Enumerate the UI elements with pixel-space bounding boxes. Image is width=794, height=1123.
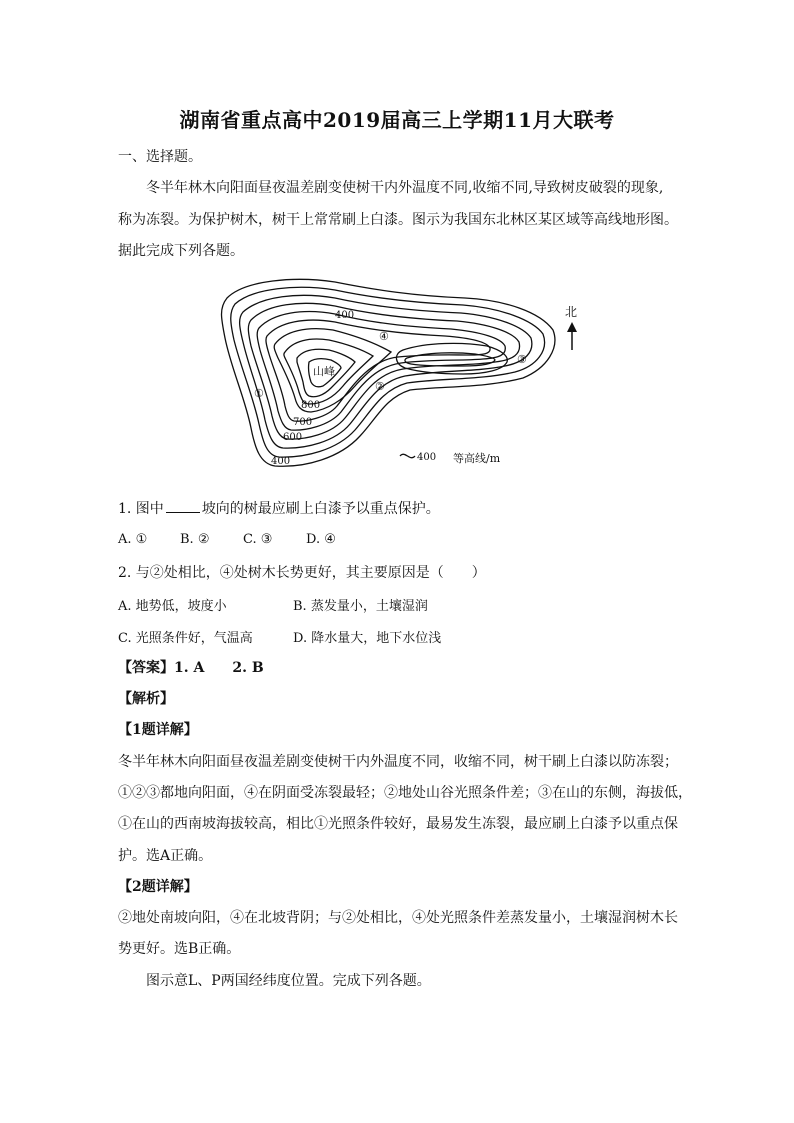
detail-1-line-3: ①在山的西南坡海拔较高，相比①光照条件较好，最易发生冻裂，最应刷上白漆予以重点保: [118, 816, 678, 832]
q1-option-a: A. ①: [118, 532, 148, 547]
detail-2-line-2: 势更好。选B正确。: [118, 941, 241, 957]
detail-1-line-2: ①②③都地向阳面，④在阴面受冻裂最轻；②地处山谷光照条件差；③在山的东侧，海拔低，: [118, 785, 692, 801]
contour-label-400-bottom: 400: [271, 456, 291, 467]
answer-blank: [166, 500, 200, 513]
detail-1-line-1: 冬半年林木向阳面昼夜温差剧变使树干内外温度不同，收缩不同，树干刷上白漆以防冻裂；: [118, 754, 678, 770]
north-label: 北: [565, 305, 578, 319]
legend-label: 等高线/m: [453, 452, 501, 465]
contour-label-400-top: 400: [335, 310, 355, 321]
contour-map-figure: [205, 268, 585, 478]
point-label-4: ④: [379, 330, 389, 343]
question-1-suffix: 坡向的树最应刷上白漆予以重点保护。: [201, 501, 440, 517]
legend-value: 400: [417, 452, 437, 463]
detail-2-line-1: ②地处南坡向阳，④在北坡背阴；与②处相比，④处光照条件差蒸发量小，土壤湿润树木长: [118, 910, 678, 926]
analysis-heading: 【解析】: [118, 691, 174, 707]
q1-option-b: B. ②: [180, 532, 210, 547]
contour-label-600: 600: [283, 432, 303, 443]
q2-option-b: B. 蒸发量小，土壤湿润: [293, 599, 428, 614]
next-question-intro: 图示意L、P两国经纬度位置。完成下列各题。: [146, 973, 431, 989]
question-2: 2. 与②处相比，④处树木长势更好，其主要原因是（ ）: [118, 565, 486, 581]
intro-line-2: 称为冻裂。为保护树木，树干上常常刷上白漆。图示为我国东北林区某区域等高线地形图。: [118, 212, 678, 228]
detail-2-heading: 【2题详解】: [118, 879, 198, 895]
q2-option-c: C. 光照条件好，气温高: [118, 631, 253, 646]
q2-option-a: A. 地势低，坡度小: [118, 599, 227, 614]
intro-line-1: 冬半年林木向阳面昼夜温差剧变使树干内外温度不同,收缩不同,导致树皮破裂的现象,: [146, 180, 664, 196]
north-arrow-head: [567, 322, 577, 332]
q2-option-d: D. 降水量大，地下水位浅: [293, 631, 442, 646]
question-1-prefix: 1. 图中: [118, 501, 164, 517]
page-title: 湖南省重点高中2019届高三上学期11月大联考: [179, 108, 615, 132]
detail-1-line-4: 护。选A正确。: [118, 848, 213, 864]
answer-line: 【答案】1. A 2. B: [118, 660, 264, 676]
peak-label: 山峰: [313, 365, 335, 378]
question-1: [118, 498, 440, 518]
q1-option-d: D. ④: [306, 532, 336, 547]
point-label-1: ①: [254, 387, 264, 400]
section-heading: 一、选择题。: [118, 149, 202, 165]
point-label-2: ②: [375, 380, 385, 393]
contour-label-800: 800: [301, 400, 321, 411]
legend-line-sample: [400, 454, 415, 457]
intro-line-3: 据此完成下列各题。: [118, 243, 244, 259]
q1-option-c: C. ③: [243, 532, 273, 547]
point-label-3: ③: [517, 353, 527, 366]
detail-1-heading: 【1题详解】: [118, 722, 198, 738]
contour-label-700: 700: [293, 417, 313, 428]
